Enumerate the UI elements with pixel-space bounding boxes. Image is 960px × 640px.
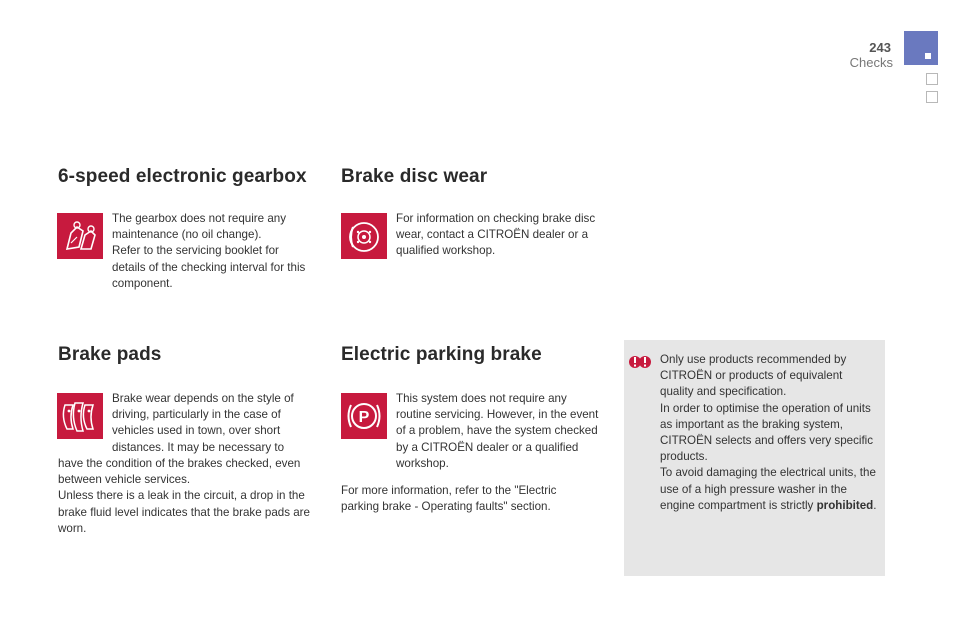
- brake-disc-icon: [341, 213, 387, 259]
- parking-brake-text: This system does not require any routine servicing. However, in the event of a problem, have the system checked by a CITROËN dealer or a qualified workshop.: [396, 392, 599, 470]
- brake-pads-text-indented: Brake wear depends on the style of driving, particularly in the case of vehicles used in town, over short distances. It may be necessary to: [112, 392, 294, 454]
- brake-pads-text: have the condition of the brakes checked, even between vehicle services. Unless there is a leak in the circuit, a drop in the brake fluid level indicates that the brake pads are worn.: [58, 457, 310, 535]
- gear-lever-icon: [57, 213, 103, 259]
- warning-icon: [629, 353, 651, 371]
- brake-disc-text: For information on checking brake disc wear, contact a CITROËN dealer or a qualified workshop.: [396, 212, 596, 258]
- page-number: 243: [869, 40, 891, 55]
- chapter-tab-empty-1[interactable]: [926, 73, 938, 85]
- parking-brake-more-info: For more information, refer to the "Electric parking brake - Operating faults" section.: [341, 484, 557, 514]
- note-text-main: Only use products recommended by CITROËN or products of equivalent quality and specification. In order to optimise the operation of units as important as the braking system, CITROËN selects and offers very specific products. To avoid damaging the electrical units, the use of a high pressure washer in the engine compartment is strictly: [660, 353, 876, 512]
- svg-text:P: P: [358, 409, 370, 426]
- brake-pads-icon: [57, 393, 103, 439]
- note-text: [660, 352, 878, 514]
- chapter-tab-marker: [925, 53, 931, 59]
- note-text-end: .: [873, 498, 877, 512]
- gearbox-text: The gearbox does not require any maintenance (no oil change). Refer to the servicing booklet for details of the checking interval for this component.: [112, 212, 306, 290]
- brake-pads-heading: Brake pads: [58, 344, 162, 365]
- chapter-tab[interactable]: [904, 31, 938, 65]
- note-text-bold: prohibited: [816, 498, 874, 512]
- parking-brake-heading: Electric parking brake: [341, 344, 542, 365]
- parking-brake-icon: [341, 393, 387, 439]
- section-title: Checks: [849, 55, 893, 70]
- chapter-tab-empty-2[interactable]: [926, 91, 938, 103]
- gearbox-heading: 6-speed electronic gearbox: [58, 166, 307, 187]
- brake-disc-heading: Brake disc wear: [341, 166, 488, 187]
